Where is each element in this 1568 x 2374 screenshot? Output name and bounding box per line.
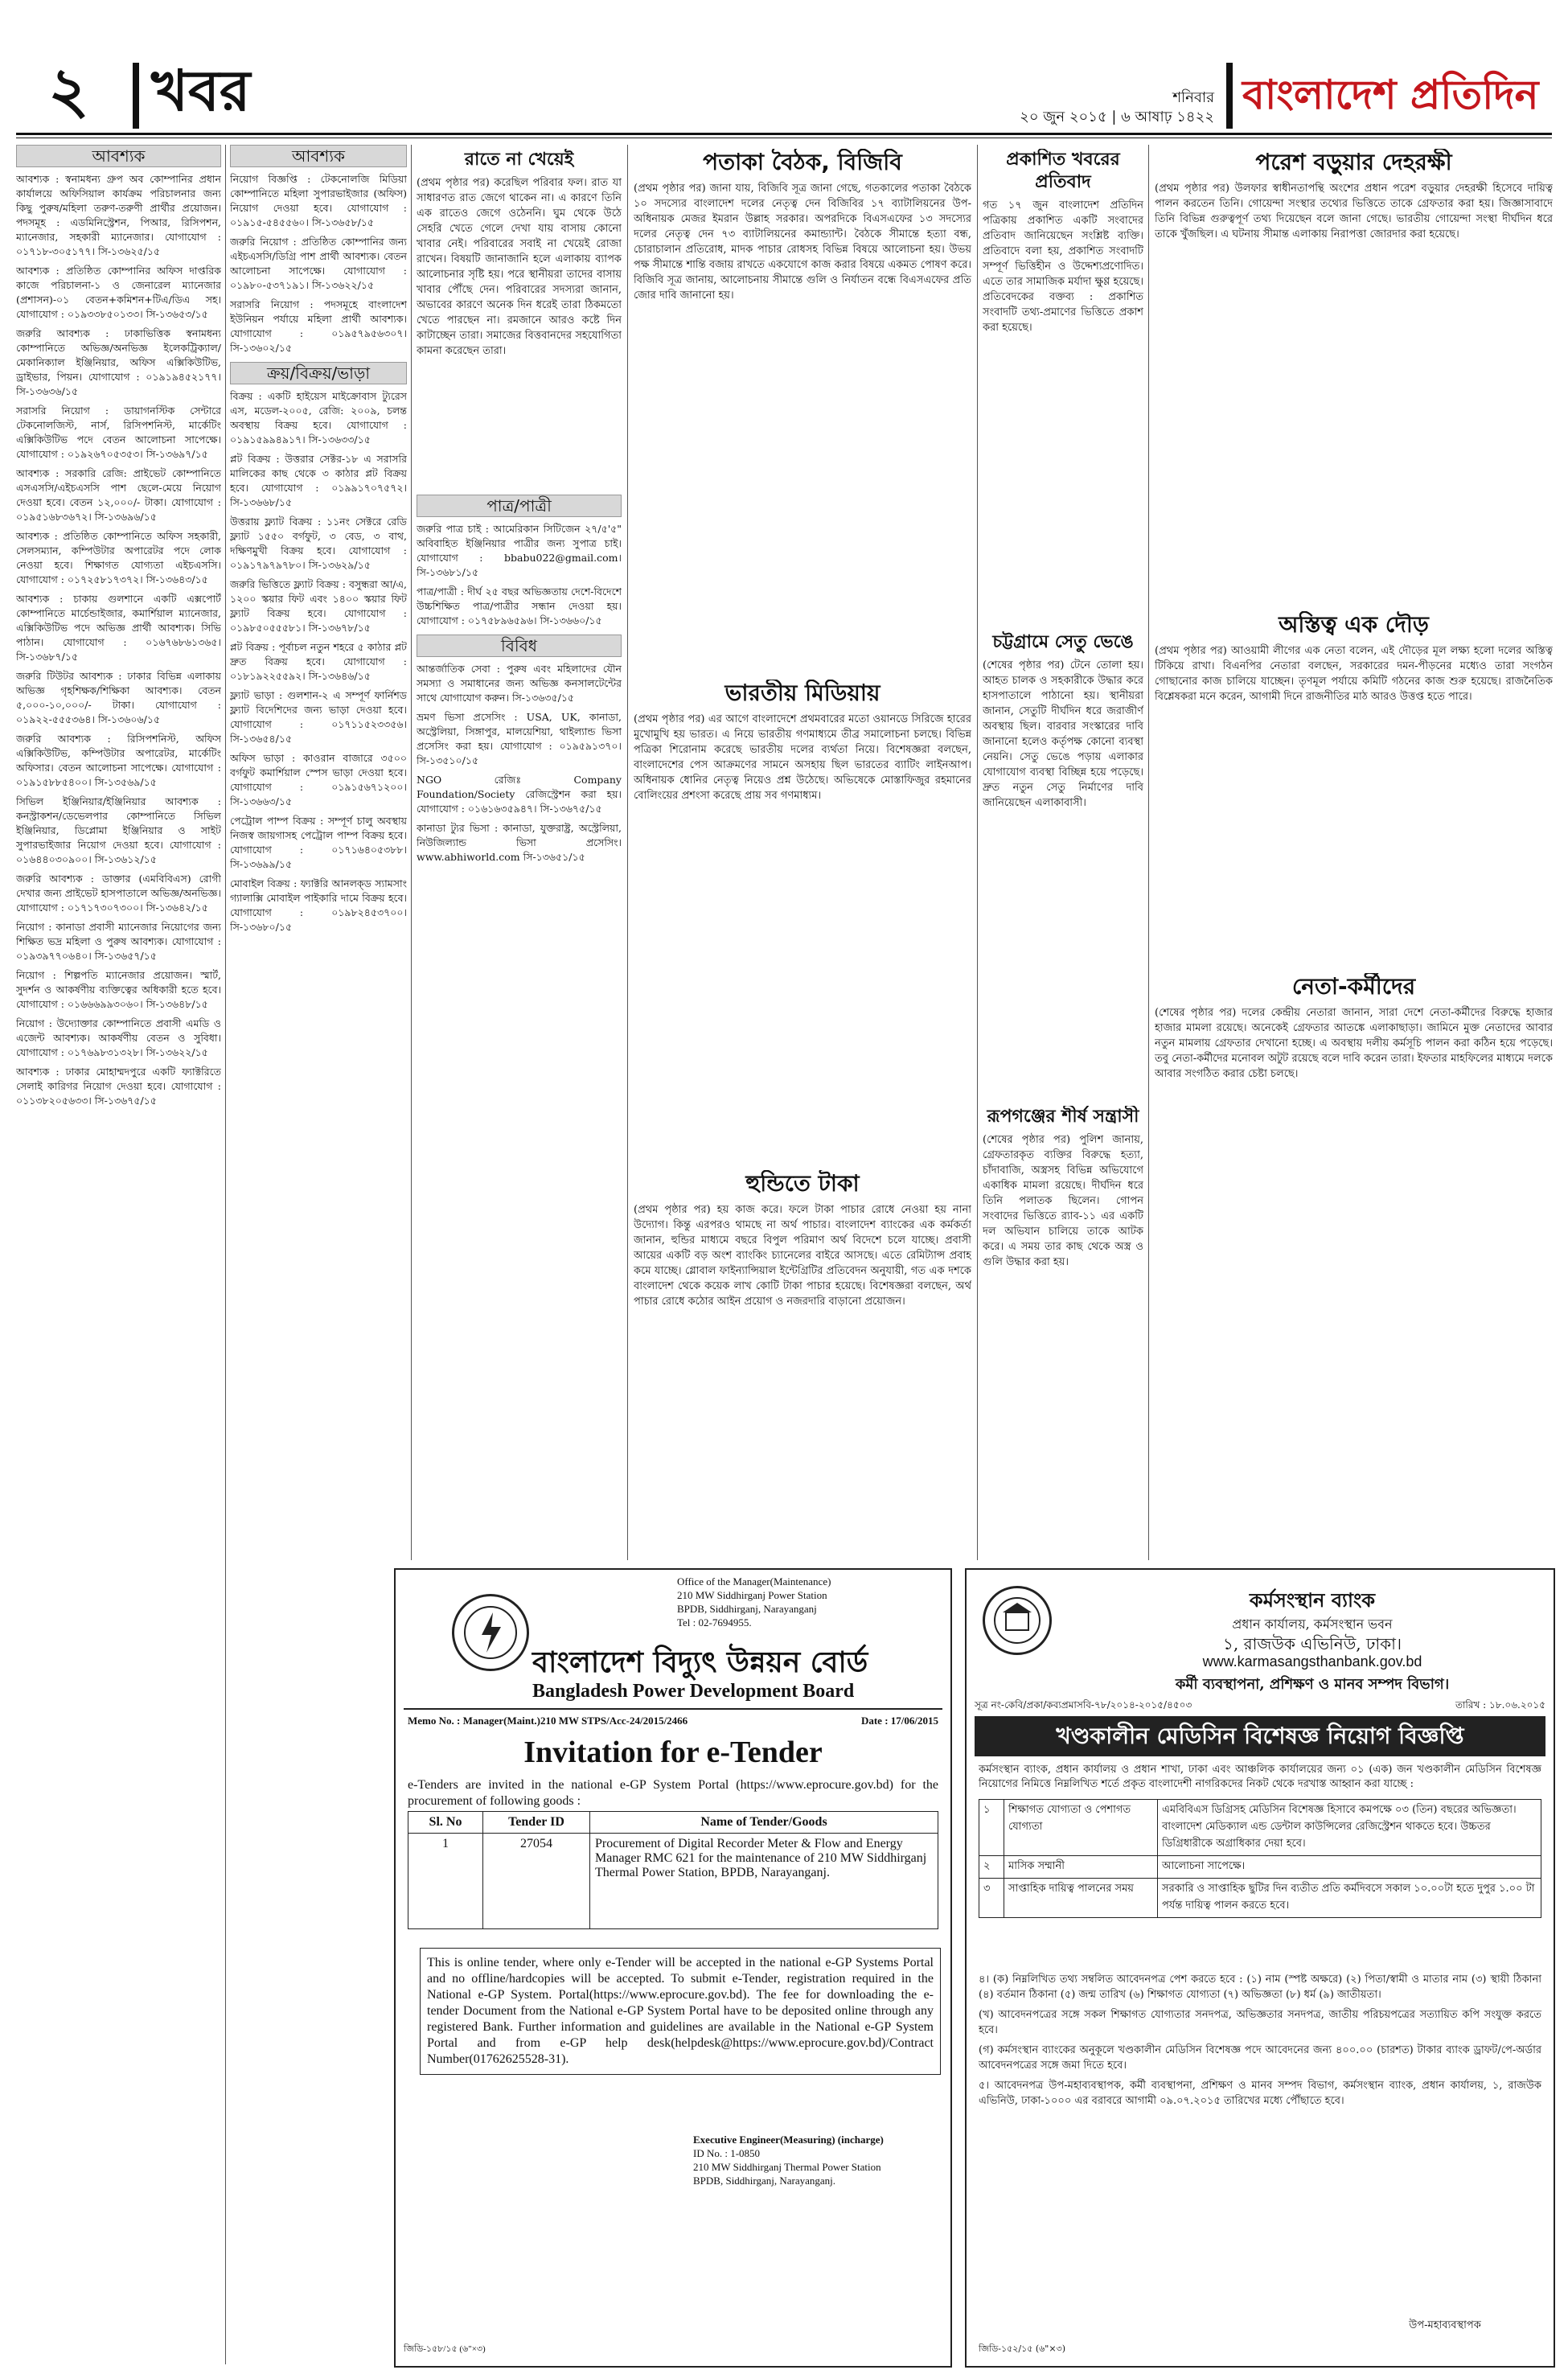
office-line: BPDB, Siddhirganj, Narayanganj <box>677 1603 817 1615</box>
article-pares <box>1155 149 1553 603</box>
bank-address: প্রধান কার্যালয়, কর্মসংস্থান ভবন <box>1232 1616 1393 1632</box>
classified-ad: জরুরি ভিত্তিতে ফ্ল্যাট বিক্রয় : বসুন্ধরা আ/এ, ১২০০ স্কয়ার ফিট এবং ১৪০০ স্কয়ার ফিট ফ্ল্যাট বিক্রয় হবে। যোগাযোগ : ০১৯৮৫০৫৫৫৮১। সি-১৩৬৭৮/১৫ <box>230 578 407 634</box>
classified-ad: জরুরি আবশ্যক : ঢাকাভিত্তিক স্বনামধন্য কোম্পানিতে অভিজ্ঞ/অনভিজ্ঞ ইলেকট্রিক্যাল/মেকানিক্যাল ইঞ্জিনিয়ার, অফিস এক্সিকিউটিভ, ড্রাইভার, পিয়ন। যোগাযোগ : ০১৯১৯৪৫২১৭৭। সি-১৩৬৩৬/১৫ <box>16 327 221 397</box>
article-pataka <box>634 149 971 672</box>
classified-heading: পাত্র/পাত্রী <box>417 495 622 517</box>
article-rupganj <box>983 1106 1143 1552</box>
classified-ad: নিয়োগ : শিল্পপতি ম্যানেজার প্রয়োজন। স্মার্ট, সুদর্শন ও আকর্ষণীয় ব্যক্তিত্বের অধিকারী হতে হবে। যোগাযোগ : ০১৬৬৬৯৯৩০৬০। সি-১৩৬৪৮/১৫ <box>16 969 221 1010</box>
job-table <box>979 1799 1541 1918</box>
bank-advertisement <box>965 1568 1555 2368</box>
cell-sl: 1 <box>408 1834 483 1929</box>
classified-ad: পেট্রোল পাম্প বিক্রয় : সম্পূর্ণ চালু অবস্থায় নিজস্ব জায়গাসহ পেট্রোল পাম্প বিক্রয় হবে। যোগাযোগ : ০১৭১৬৪০৫৩৮৮। সি-১৩৬৯৯/১৫ <box>230 815 407 870</box>
column-rule <box>977 145 978 1560</box>
classified-list <box>230 172 407 355</box>
bank-signature: উপ-মহাব্যবস্থাপক <box>1409 2319 1481 2331</box>
cell-no: ২ <box>979 1856 1004 1879</box>
memo-number: Memo No. : Manager(Maint.)210 MW STPS/Acc-24/2015/2466 <box>408 1715 688 1727</box>
classified-ad: প্লট বিক্রয় : উত্তরার সেক্টর-১৮ এ সরাসরি মালিকের কাছ থেকে ৩ কাঠার প্লট বিক্রয় হবে। যোগাযোগ : ০১৯৯১৭০৭৫৭২। সি-১৩৬৬৮/১৫ <box>230 453 407 508</box>
article-neta <box>1155 973 1553 1552</box>
classified-ad: নিয়োগ : উদ্যোক্তার কোম্পানিতে প্রবাসী এমডি ও এজেন্ট আবশ্যক। আকর্ষণীয় বেতন ও সুবিধা। যোগাযোগ : ০১৭৬৯৮৩১৩২৮। সি-১৩৬২২/১৫ <box>16 1017 221 1058</box>
tender-signature <box>693 2133 942 2187</box>
headline: প্রকাশিত খবরের প্রতিবাদ <box>1006 150 1120 192</box>
cell-label: সাপ্তাহিক দায়িত্ব পালনের সময় <box>1004 1879 1158 1918</box>
column-rule <box>225 145 226 2364</box>
classified-ad: আবশ্যক : ঢাকার মোহাম্মদপুরে একটি ফ্যাক্টরিতে সেলাই কারিগর নিয়োগ দেওয়া হবে। যোগাযোগ : ০১১৩৮২০৫৬৩৩। সি-১৩৬৭৫/১৫ <box>16 1066 221 1107</box>
tender-office <box>677 1575 942 1629</box>
cell-value: এমবিবিএস ডিগ্রিসহ মেডিসিন বিশেষজ্ঞ হিসাবে কমপক্ষে ০৩ (তিন) বছরের অভিজ্ঞতা। বাংলাদেশ মেডিক্যাল এন্ড ডেন্টাল কাউন্সিলের রেজিস্ট্রেশন থাকতে হবে। উচ্চতর ডিগ্রিধারীকে অগ্রাধিকার দেয়া হবে। <box>1158 1800 1541 1856</box>
column-rule <box>1148 145 1149 1560</box>
classified-list <box>417 522 622 628</box>
article-rate <box>417 149 622 487</box>
tender-table <box>408 1811 938 1929</box>
bank-name: কর্মসংস্থান ব্যাংক <box>1249 1589 1376 1612</box>
dateline <box>949 88 1214 127</box>
org-name-bangla: বাংলাদেশ বিদ্যুৎ উন্নয়ন বোর্ড <box>532 1646 868 1679</box>
bank-logo <box>983 1586 1052 1655</box>
bank-memo <box>975 1698 1545 1715</box>
sign-line: 210 MW Siddhirganj Thermal Power Station <box>693 2161 881 2173</box>
headline: পতাকা বৈঠক, বিজিবি <box>703 149 902 175</box>
section-name: খবর <box>151 58 251 124</box>
classified-column-1 <box>16 145 221 2364</box>
classified-ad: সরাসরি নিয়োগ : ডায়াগনস্টিক সেন্টারে টেকনোলজিস্ট, নার্স, রিসিপশনিস্ট, মার্কেটিং এক্সিকিউটিভ পদে বেতন আলোচনা সাপেক্ষে। যোগাযোগ : ০১৯২৬৭০৫৩৫৩। সি-১৩৬৯৭/১৫ <box>16 405 221 460</box>
ad-reference: জিডি-১৫২/১৫ (৬"×৩) <box>979 2343 1066 2354</box>
classified-list <box>230 389 407 934</box>
classified-ad: আবশ্যক : প্রতিষ্ঠিত কোম্পানিতে অফিস সহকারী, সেলসম্যান, কম্পিউটার অপারেটর পদে লোক নেওয়া হবে। শিক্ষাগত যোগ্যতা এইচএসসি। যোগাযোগ : ০১৭২৫৮১৭৩৭২। সি-১৩৬৪৩/১৫ <box>16 530 221 585</box>
article-body: (শেষের পৃষ্ঠার পর) টেনে তোলা হয়। আহত চালক ও সহকারীকে উদ্ধার করে হাসপাতালে পাঠানো হয়। স্থানীয়রা জানান, সেতুটি দীর্ঘদিন ধরে জরাজীর্ণ অবস্থায় ছিল। বারবার সংস্কারের দাবি জানানো হলেও কর্তৃপক্ষ কোনো ব্যবস্থা নেয়নি। সেতু ভেঙে পড়ায় এলাকার যোগাযোগ ব্যবস্থা বিচ্ছিন্ন হয়ে পড়েছে। দ্রুত নতুন সেতু নির্মাণের দাবি জানিয়েছেন এলাকাবাসী। <box>983 659 1143 809</box>
classified-heading: বিবিধ <box>417 635 622 657</box>
masthead <box>0 0 1568 141</box>
cell-no: ৩ <box>979 1879 1004 1918</box>
classified-column-3 <box>417 495 622 1556</box>
classified-ad: NGO রেজিঃ Company Foundation/Society রেজিস্ট্রেশন করা হয়। যোগাযোগ : ০১৬১৬৩৫৯৪৭। সি-১৩৬৭৫/১৫ <box>417 774 622 815</box>
divider <box>133 63 139 129</box>
article-body: (প্রথম পৃষ্ঠার পর) আওয়ামী লীগের এক নেতা বলেন, এই দৌড়ের মূল লক্ষ্য হলো দলের অস্তিত্ব টিকিয়ে রাখা। বিএনপির নেতারা বলছেন, সরকারের দমন-পীড়নের মধ্যেও তারা সংগঠন গোছানোর কাজ চালিয়ে যাচ্ছেন। তৃণমূল পর্যায়ে কমিটি গঠনের কাজ শুরু হয়েছে। রাজনৈতিক বিশ্লেষকরা মনে করেন, আগামী দিনে রাজনীতির মাঠ আরও উত্তপ্ত হতে পারে। <box>1155 645 1553 703</box>
classified-ad: জরুরি নিয়োগ : প্রতিষ্ঠিত কোম্পানির জন্য এইচএসসি/ডিগ্রি পাশ প্রার্থী আবশ্যক। বেতন আলোচনা সাপেক্ষে। যোগাযোগ : ০১৯৮০-৫৩৭১৯১। সি-১৩৬২২/১৫ <box>230 236 407 291</box>
weekday: শনিবার <box>1172 89 1214 106</box>
classified-list <box>16 172 221 1108</box>
article-body: (প্রথম পৃষ্ঠার পর) হয় কাজ করে। ফলে টাকা পাচার রোধে নেওয়া হয় নানা উদ্যোগ। কিন্তু এরপরও থামছে না অর্থ পাচার। বাংলাদেশ ব্যাংকের এক কর্মকর্তা জানান, হুন্ডির মাধ্যমে বছরে বিপুল পরিমাণ অর্থ বিদেশে চলে যাচ্ছে। প্রবাসী আয়ের একটি বড় অংশ ব্যাংকিং চ্যানেলের বাইরে আসছে। এতে রেমিট্যান্স প্রবাহ কমে যাচ্ছে। গ্লোবাল ফাইন্যান্সিয়াল ইন্টেগ্রিটির প্রতিবেদন অনুযায়ী, গত এক দশকে বাংলাদেশ থেকে কয়েক লাখ কোটি টাকা পাচার হয়েছে। বিশেষজ্ঞরা বলছেন, অর্থ পাচার রোধে কঠোর আইন প্রয়োগ ও নজরদারি বাড়ানো প্রয়োজন। <box>634 1204 971 1308</box>
classified-ad: সরাসরি নিয়োগ : পদসমূহে বাংলাদেশ ইউনিয়ন পর্যায়ে মহিলা প্রার্থী আবশ্যক। যোগাযোগ : ০১৯৫৭৯৫৬৩০৭। সি-১৩৬০২/১৫ <box>230 298 407 354</box>
classified-ad: মোবাইল বিক্রয় : ফ্যাক্টরি আনলক্ড স্যামসাং গ্যালাক্সি মোবাইল পাইকারি দামে বিক্রয় হবে। যোগাযোগ : ০১৯৮২৪৫৩৭০০। সি-১৩৬৮০/১৫ <box>230 877 407 933</box>
tender-advertisement <box>394 1568 952 2368</box>
classified-ad: সিভিল ইঞ্জিনিয়ার/ইঞ্জিনিয়ার আবশ্যক : কনস্ট্রাকশন/ডেভেলপার কোম্পানিতে সিভিল ইঞ্জিনিয়ার, ডিপ্লোমা ইঞ্জিনিয়ার ও সাইট সুপারভাইজার নিয়োগ দেওয়া হবে। যোগাযোগ : ০১৬৪৪০৩০৯০০। সি-১৩৬১২/১৫ <box>16 795 221 865</box>
memo-number: সূত্র নং-কেবি/প্রকা/কব্যপ্রমাসবি-৭৮/২০১৪-২০১৫/৪৫০৩ <box>975 1699 1192 1711</box>
cell-label: মাসিক সম্মানী <box>1004 1856 1158 1879</box>
column-rule <box>411 145 412 1560</box>
headline: রূপগঞ্জের শীর্ষ সন্ত্রাসী <box>987 1107 1139 1127</box>
headline: চট্টগ্রামে সেতু ভেঙে <box>992 632 1134 652</box>
office-line: Office of the Manager(Maintenance) <box>677 1575 831 1587</box>
note-item: (গ) কর্মসংস্থান ব্যাংকের অনুকূলে খণ্ডকালীন মেডিসিন বিশেষজ্ঞ পদে আবেদনের জন্য ৪০০.০০ (চারশত) টাকার ব্যাংক ড্রাফট/পে-অর্ডার আবেদনপত্রের সঙ্গে জমা দিতে হবে। <box>979 2044 1541 2072</box>
classified-ad: আন্তর্জাতিক সেবা : পুরুষ এবং মহিলাদের যৌন সমস্যা ও সমাধানের জন্য অভিজ্ঞ কনসালটেন্টের সাথে যোগাযোগ করুন। সি-১৩৬৩৫/১৫ <box>417 663 622 704</box>
table-row <box>979 1879 1541 1918</box>
page-number: ২ <box>48 55 89 127</box>
classified-ad: অফিস ভাড়া : কাওরান বাজারে ৩৫০০ বর্গফুট কমার্শিয়াল স্পেস ভাড়া দেওয়া হবে। যোগাযোগ : ০১৯১৫৬৭১২০০। সি-১৩৬৬৩/১৫ <box>230 752 407 807</box>
divider <box>404 1708 942 1710</box>
office-line: 210 MW Siddhirganj Power Station <box>677 1589 827 1601</box>
headline: ভারতীয় মিডিয়ায় <box>724 680 880 706</box>
tender-date: Date : 17/06/2015 <box>860 1715 938 1727</box>
headline: রাতে না খেয়েই <box>464 150 574 170</box>
cell-value: সরকারি ও সাপ্তাহিক ছুটির দিন ব্যতীত প্রতি কর্মদিবসে সকাল ১০.০০টা হতে দুপুর ১.০০ টা পর্যন্ত দায়িত্ব পালন করতে হবে। <box>1158 1879 1541 1918</box>
cell-value: আলোচনা সাপেক্ষে। <box>1158 1856 1541 1879</box>
note-item: ৪। (ক) নিম্নলিখিত তথ্য সম্বলিত আবেদনপত্র পেশ করতে হবে : (১) নাম (স্পষ্ট অক্ষরে) (২) পিতা/স্বামী ও মাতার নাম (৩) স্থায়ী ঠিকানা (৪) বর্তমান ঠিকানা (৫) জন্ম তারিখ (৬) শিক্ষাগত যোগ্যতা (৭) অভিজ্ঞতা (৮) ধর্ম (৯) জাতীয়তা। <box>979 1974 1541 2001</box>
cell-label: শিক্ষাগত যোগ্যতা ও পেশাগত যোগ্যতা <box>1004 1800 1158 1856</box>
article-bharat <box>634 680 971 1162</box>
column-header: Sl. No <box>408 1812 483 1834</box>
cell-no: ১ <box>979 1800 1004 1856</box>
date: ২০ জুন ২০১৫ | ৬ আষাঢ় ১৪২২ <box>1020 109 1214 125</box>
signer-title: Executive Engineer(Measuring) (incharge) <box>693 2134 884 2146</box>
classified-list <box>417 662 622 865</box>
classified-ad: আবশ্যক : স্বনামধন্য গ্রুপ অব কোম্পানির প্রধান কার্যালয়ে অফিসিয়াল কার্যক্রম পরিচালনার জন্য কিছু পুরুষ/মহিলা তরুণ-তরুণী প্রার্থীর প্রয়োজন। পদসমূহ : এডমিনিস্ট্রেশন, পিআর, রিসিপশন, ম্যানেজার, সহকারী ম্যানেজার। যোগাযোগ : ০১৭১৮-৩০৫১৭৭। সি-১৩৬২৫/১৫ <box>16 173 221 257</box>
bpdb-logo <box>452 1594 529 1671</box>
org-name-english: Bangladesh Power Development Board <box>532 1681 855 1702</box>
article-hundi <box>634 1170 971 1552</box>
table-row <box>979 1800 1541 1856</box>
classified-heading: আবশ্যক <box>16 145 221 167</box>
headline: পরেশ বড়ুয়ার দেহরক্ষী <box>1255 149 1452 175</box>
column-header: Tender ID <box>483 1812 590 1834</box>
article-body: (প্রথম পৃষ্ঠার পর) এর আগে বাংলাদেশে প্রথমবারের মতো ওয়ানডে সিরিজে হারের মুখোমুখি হয় ভারত। এ নিয়ে ভারতীয় গণমাধ্যমে তীব্র সমালোচনা চলছে। বিভিন্ন পত্রিকা শিরোনাম করেছে ভারতীয় দলের ব্যর্থতা নিয়ে। বিশেষজ্ঞরা বলছেন, বাংলাদেশের পেস আক্রমণের সামনে অসহায় ছিল ভারতের ব্যাটিং লাইনআপ। অধিনায়ক ধোনির নেতৃত্ব নিয়েও প্রশ্ন উঠেছে। অভিষেকে মোস্তাফিজুর রহমানের বোলিংয়ের প্রশংসা করেছে প্রায় সব গণমাধ্যম। <box>634 713 971 802</box>
classified-ad: ফ্ল্যাট ভাড়া : গুলশান-২ এ সম্পূর্ণ ফার্নিশড ফ্ল্যাট বিদেশিদের জন্য ভাড়া দেওয়া হবে। যোগাযোগ : ০১৭১১৫২৩৩৫৬। সি-১৩৬৫৪/১৫ <box>230 689 407 745</box>
headline: নেতা-কর্মীদের <box>1291 973 1416 1000</box>
classified-ad: জরুরি পাত্র চাই : আমেরিকান সিটিজেন ২৭/৫'৫" অবিবাহিত ইঞ্জিনিয়ার পাত্রীর জন্য সুপাত্র চাই। যোগাযোগ : bbabu022@gmail.com। সি-১৩৬৮১/১৫ <box>417 523 622 578</box>
classified-ad: নিয়োগ বিজ্ঞপ্তি : টেকনোলজি মিডিয়া কোম্পানিতে মহিলা সুপারভাইজার (অফিস) নিয়োগ দেওয়া হবে। যোগাযোগ : ০১৯১৫-৫৪৫৫৬০। সি-১৩৬৫৮/১৫ <box>230 173 407 228</box>
table-row <box>408 1834 938 1929</box>
article-body: (প্রথম পৃষ্ঠার পর) জানা যায়, বিজিবি সূত্র জানা গেছে, গতকালের পতাকা বৈঠকে ১০ সদস্যের বাংলাদেশ দলের নেতৃত্ব দেন বিজিবির ১৭ ব্যাটালিয়নের উপ-অধিনায়ক মেজর ইমরান উল্লাহ সরকার। অপরদিকে বিএসএফের ১৩ সদস্যের দলের নেতৃত্ব দেন ৭৩ ব্যাটালিয়নের কমান্ড্যান্ট। বৈঠকে সীমান্তে হত্যা বন্ধ, চোরাচালান প্রতিরোধ, মাদক পাচার রোধসহ বিভিন্ন বিষয়ে আলোচনা হয়। উভয় পক্ষ সীমান্তে শান্তি বজায় রাখতে একযোগে কাজ করার বিষয়ে একমত পোষণ করে। বিজিবি সূত্র জানায়, আলোচনায় সীমান্তে গুলি ও নির্যাতন বন্ধে বিএসএফের প্রতি জোর দাবি জানানো হয়। <box>634 183 971 302</box>
classified-ad: পাত্র/পাত্রী : দীর্ঘ ২৫ বছর অভিজ্ঞতায় দেশে-বিদেশে উচ্চশিক্ষিত পাত্র/পাত্রীর সন্ধান দেওয়া হয়। যোগাযোগ : ০১৭৫৮৯৬৫৯৬। সি-১৩৬৬০/১৫ <box>417 585 622 626</box>
column-header: Name of Tender/Goods <box>590 1812 938 1834</box>
classified-heading: আবশ্যক <box>230 145 407 167</box>
sign-line: ID No. : 1-0850 <box>693 2147 761 2159</box>
memo-date: তারিখ : ১৮.০৬.২০১৫ <box>1455 1699 1545 1711</box>
classified-ad: প্লট বিক্রয় : পূর্বাচল নতুন শহরে ৫ কাঠার প্লট দ্রুত বিক্রয় হবে। যোগাযোগ : ০১৮১৯২২৫৫৯২। সি-১৩৬৪৬/১৫ <box>230 641 407 682</box>
article-body: (প্রথম পৃষ্ঠার পর) উলফার স্বাধীনতাপন্থি অংশের প্রধান পরেশ বড়ুয়ার দেহরক্ষী হিসেবে দায়িত্ব পালন করতেন তিনি। গোয়েন্দা সংস্থার তথ্যের ভিত্তিতে তাকে গ্রেফতার করা হয়। জিজ্ঞাসাবাদে তিনি বিভিন্ন গুরুত্বপূর্ণ তথ্য দিয়েছেন বলে জানা গেছে। ভারতীয় গোয়েন্দা সংস্থা দীর্ঘদিন ধরে তাকে খুঁজছিল। এ ঘটনায় সীমান্ত এলাকায় নিরাপত্তা জোরদার করা হয়েছে। <box>1155 183 1553 240</box>
headline: অস্তিত্ব এক দৌড় <box>1279 611 1429 638</box>
classified-ad: বিক্রয় : একটি হাইয়েস মাইক্রোবাস ট্যুরেস এস, মডেল-২০০৫, রেজি: ২০০৯, চলন্ত অবস্থায় বিক্রয় হবে। যোগাযোগ : ০১৯১৫৯৯৪৯১৭। সি-১৩৬৩৩/১৫ <box>230 390 407 446</box>
classified-heading: ক্রয়/বিক্রয়/ভাড়া <box>230 362 407 384</box>
classified-ad: আবশ্যক : চাকায় গুলশানে একটি এক্সপোর্ট কোম্পানিতে মার্চেন্ডাইজার, কমার্শিয়াল ম্যানেজার, এক্সিকিউটিভ পদে অভিজ্ঞ প্রার্থী আবশ্যক। সিভি পাঠান। যোগাযোগ : ০১৬৭৬৮৬১৩৬৫। সি-১৩৬৮৭/১৫ <box>16 593 221 663</box>
classified-ad: উত্তরায় ফ্ল্যাট বিক্রয় : ১১নং সেক্টরে রেডি ফ্ল্যাট ১৫৫০ বর্গফুট, ৩ বেড, ৩ বাথ, দক্ষিণমুখী বিক্রয় হবে। যোগাযোগ : ০১৯১৭৯৭৯৭৮০। সি-১৩৬২৯/১৫ <box>230 515 407 571</box>
cell-goods: Procurement of Digital Recorder Meter & Flow and Energy Manager RMC 621 for the maintenance of 210 MW Siddhirganj Thermal Power Station, BPDB, Narayanganj. <box>590 1834 938 1929</box>
newspaper-name: বাংলাদেশ প্রতিদিন <box>1242 72 1539 118</box>
job-banner: খণ্ডকালীন মেডিসিন বিশেষজ্ঞ নিয়োগ বিজ্ঞপ্তি <box>975 1716 1545 1756</box>
divider <box>1226 63 1233 129</box>
tender-title: Invitation for e-Tender <box>523 1735 823 1769</box>
article-body: গত ১৭ জুন বাংলাদেশ প্রতিদিন পত্রিকায় প্রকাশিত একটি সংবাদের প্রতিবাদ জানিয়েছেন সংশ্লিষ্ট ব্যক্তি। প্রতিবাদে বলা হয়, প্রকাশিত সংবাদটি সম্পূর্ণ ভিত্তিহীন ও উদ্দেশ্যপ্রণোদিত। এতে তার সামাজিক মর্যাদা ক্ষুণ্ণ হয়েছে। প্রতিবেদকের বক্তব্য : প্রকাশিত সংবাদটি তথ্য-প্রমাণের ভিত্তিতে প্রকাশ করা হয়েছে। <box>983 199 1143 334</box>
classified-ad: জরুরি আবশ্যক : ডাক্তার (এমবিবিএস) রোগী দেখার জন্য প্রাইভেট হাসপাতালে অভিজ্ঞ/অনভিজ্ঞ। যোগাযোগ : ০১৭১৭৩০৭৩০০। সি-১৩৬৪২/১৫ <box>16 873 221 914</box>
article-body: (শেষের পৃষ্ঠার পর) পুলিশ জানায়, গ্রেফতারকৃত ব্যক্তির বিরুদ্ধে হত্যা, চাঁদাবাজি, অস্ত্রসহ বিভিন্ন অভিযোগে একাধিক মামলা রয়েছে। দীর্ঘদিন ধরে তিনি পলাতক ছিলেন। গোপন সংবাদের ভিত্তিতে র‌্যাব-১১ এর একটি দল অভিযান চালিয়ে তাকে আটক করে। এ সময় তার কাছ থেকে অস্ত্র ও গুলি উদ্ধার করা হয়। <box>983 1134 1143 1268</box>
bank-website: www.karmasangsthanbank.gov.bd <box>1202 1653 1422 1670</box>
online-note: This is online tender, where only e-Tender will be accepted in the national e-GP Systems Portal and no offline/hardcopies will be accepted. To submit e-Tender, registration required in the National e-GP System. Portal(https://www.eprocure.gov.bd). The fee for downloading the e-tender Document from the National e-GP System Portal have to be deposited online through any registered Bank. Further information and guidelines are available in the National e-GP System Portal and from e-GP help desk(helpdesk@https://www.eprocure.gov.bd)/Contract Number(01762625528-31). <box>420 1948 941 2075</box>
job-intro: কর্মসংস্থান ব্যাংক, প্রধান কার্যালয় ও প্রধান শাখা, ঢাকা এবং আঞ্চলিক কার্যালয়ের জন্য ০১ (এক) জন খণ্ডকালীন মেডিসিন বিশেষজ্ঞ নিয়োগের নিমিত্তে নিম্নলিখিত শর্তে প্রকৃত বাংলাদেশী নাগরিকদের নিকট থেকে দরখাস্ত আহ্বান করা যাচ্ছে : <box>979 1764 1541 1790</box>
tender-intro: e-Tenders are invited in the national e-GP System Portal (https://www.eprocure.gov.bd) for the procurement of following goods : <box>408 1778 938 1808</box>
classified-ad: ভ্রমণ ভিসা প্রসেসিং : USA, UK, কানাডা, অস্ট্রেলিয়া, সিঙ্গাপুর, মালয়েশিয়া, থাইল্যান্ড ভিসা প্রসেসিং করা হয়। যোগাযোগ : ০১৯৫৯১৩৭০। সি-১৩৫১০/১৫ <box>417 711 622 766</box>
classified-ad: নিয়োগ : কানাডা প্রবাসী ম্যানেজার নিয়োগের জন্য শিক্ষিত ভদ্র মহিলা ও পুরুষ আবশ্যক। যোগাযোগ : ০১৯৩৯৭৭০৬৪০। সি-১৩৬৫৭/১৫ <box>16 921 221 962</box>
article-ostitto <box>1155 611 1553 965</box>
classified-ad: জরুরি টিউটর আবশ্যক : ঢাকার বিভিন্ন এলাকায় অভিজ্ঞ গৃহশিক্ষক/শিক্ষিকা আবশ্যক। বেতন ৫,০০০-১০,০০০/- টাকা। যোগাযোগ : ০১৯২২-৫৫৫৩৬৪। সি-১৩৬০৬/১৫ <box>16 670 221 725</box>
classified-ad: জরুরি আবশ্যক : রিসিপশনিস্ট, অফিস এক্সিকিউটিভ, কম্পিউটার অপারেটর, মার্কেটিং অফিসার। বেতন আলোচনা সাপেক্ষে। যোগাযোগ : ০১৯১৫৮৮৫৪০০। সি-১৩৫৬৯/১৫ <box>16 733 221 788</box>
classified-ad: কানাডা ট্যুর ভিসা : কানাডা, যুক্তরাষ্ট্র, অস্ট্রেলিয়া, নিউজিল্যান্ড ভিসা প্রসেসিং। www.abhiworld.com সি-১৩৬৫১/১৫ <box>417 822 622 863</box>
masthead-rule <box>16 133 1552 135</box>
classified-ad: আবশ্যক : প্রতিষ্ঠিত কোম্পানির অফিস দাপ্তরিক কাজে পরিচালনা-১ ও জেনারেল ম্যানেজার (প্রশাসন)-০১ বেতন+কমিশন+টিএ/ডিএ সহ। যোগাযোগ : ০১৯৩৩৮৫০১৩৩। সি-১৩৬৫৩/১৫ <box>16 265 221 320</box>
table-row <box>979 1856 1541 1879</box>
ad-reference: জিডি-১৫৮/১৫ (৬"×৩) <box>404 2344 486 2354</box>
article-body: (প্রথম পৃষ্ঠার পর) করেছিল পরিবার ফল। রাত যা সাধারণত রাত জেগে থাকেন না। এ কারণে তিনি এক রাতেও জেগে ওঠেননি। ঘুম থেকে উঠে সেহরি খেতে গেলে দেখা যায় বাসায় কোনো খাবার নেই। পরিবারের সবাই না খেয়েই রোজা রাখেন। বিষয়টি জানাজানি হলে এলাকায় ব্যাপক আলোচনার সৃষ্টি হয়। পরে স্থানীয়রা তাদের বাসায় খাবার পৌঁছে দেন। পরিবারের সদস্যরা জানান, অভাবের কারণে অনেক দিন ধরেই তারা ঠিকমতো খেতে পারছেন না। রমজানে আরও কষ্টে দিন কাটাচ্ছেন তারা। সমাজের বিত্তবানদের সহযোগিতা কামনা করেছেন তারা। <box>417 177 622 357</box>
column-rule <box>627 145 628 1560</box>
office-line: Tel : 02-7694955. <box>677 1616 752 1629</box>
classified-column-2 <box>230 145 407 2364</box>
article-body: (শেষের পৃষ্ঠার পর) দলের কেন্দ্রীয় নেতারা জানান, সারা দেশে নেতা-কর্মীদের বিরুদ্ধে হাজার হাজার মামলা রয়েছে। অনেকেই গ্রেফতার আতঙ্কে এলাকাছাড়া। জামিনে মুক্ত নেতাদের আবার নতুন মামলায় গ্রেফতার দেখানো হচ্ছে। এ অবস্থায় দলীয় কর্মসূচি পালন করা কঠিন হয়ে পড়েছে। তবু নেতা-কর্মীদের মনোবল অটুট রয়েছে বলে দাবি করেন তারা। ইফতার মাহফিলের মাধ্যমে দলকে আবার সংগঠিত করার চেষ্টা চলছে। <box>1155 1007 1553 1080</box>
tender-memo <box>408 1715 938 1727</box>
classified-ad: আবশ্যক : সরকারি রেজি: প্রাইভেট কোম্পানিতে এসএসসি/এইচএসসি পাশ ছেলে-মেয়ে নিয়োগ দেওয়া হবে। বেতন ১২,০০০/- টাকা। যোগাযোগ : ০১৯৫১৬৮৩৬৭২। সি-১৩৬৯৬/১৫ <box>16 467 221 523</box>
bank-address: ১, রাজউক এভিনিউ, ঢাকা। <box>1222 1634 1402 1653</box>
headline: হুন্ডিতে টাকা <box>745 1170 860 1197</box>
note-item: ৫। আবেদনপত্র উপ-মহাব্যবস্থাপক, কর্মী ব্যবস্থাপনা, প্রশিক্ষণ ও মানব সম্পদ বিভাগ, কর্মসংস্থান ব্যাংক, প্রধান কার্যালয়, ১, রাজউক এভিনিউ, ঢাকা-১০০০ এর বরাবরে আগামী ০৯.০৭.২০১৫ তারিখের মধ্যে পৌঁছাতে হবে। <box>979 2080 1541 2107</box>
article-bridge <box>983 631 1143 1098</box>
job-notes <box>979 1972 1541 2113</box>
cell-tender-id: 27054 <box>483 1834 590 1929</box>
article-protest <box>983 149 1143 623</box>
bank-department: কর্মী ব্যবস্থাপনা, প্রশিক্ষণ ও মানব সম্পদ বিভাগ। <box>1175 1676 1450 1693</box>
note-item: (খ) আবেদনপত্রের সঙ্গে সকল শিক্ষাগত যোগ্যতার সনদপত্র, অভিজ্ঞতার সনদপত্র, জাতীয় পরিচয়পত্রের সত্যায়িত কপি সংযুক্ত করতে হবে। <box>979 2009 1541 2036</box>
sign-line: BPDB, Siddhirganj, Narayanganj. <box>693 2175 836 2187</box>
